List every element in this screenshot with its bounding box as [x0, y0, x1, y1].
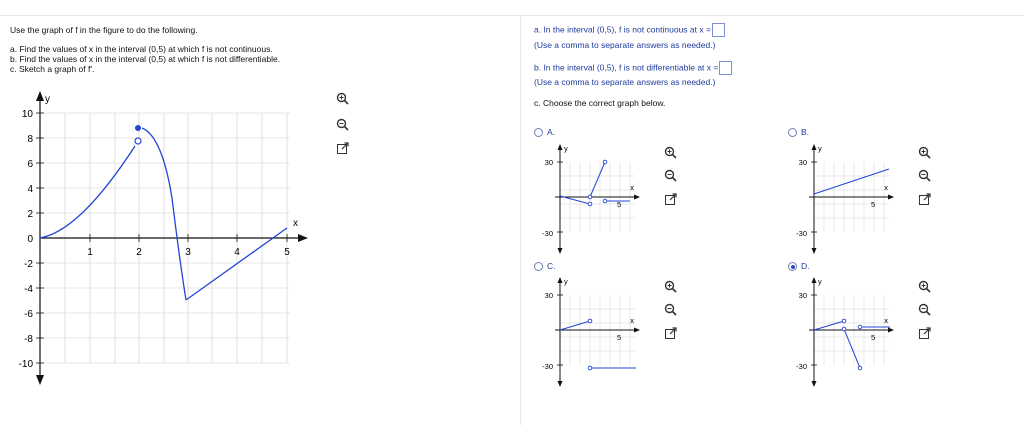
option-c-radio[interactable]: [534, 262, 543, 271]
y-tick-2: 2: [27, 209, 33, 220]
main-x-label: x: [293, 218, 298, 229]
option-a-radio[interactable]: [534, 128, 543, 137]
y-tick-10: 10: [21, 109, 33, 120]
y-tick-6: 6: [27, 159, 33, 170]
f-open-point: [135, 138, 141, 144]
option-c-graph: [530, 273, 640, 393]
option-b-zoom-in-icon[interactable]: [916, 144, 932, 160]
option-d-radio[interactable]: [788, 262, 797, 271]
main-graph: [0, 88, 330, 388]
option-d-x-tick: 5: [871, 333, 876, 342]
y-tick-neg6: -6: [24, 309, 33, 320]
answer-b-input[interactable]: [719, 61, 732, 75]
part-c-text: c. Sketch a graph of f'.: [10, 64, 95, 74]
f-curve-left: [40, 146, 135, 238]
option-c-y-label: y: [564, 277, 568, 286]
question-b-hint: (Use a comma to separate answers as needed.): [534, 77, 716, 87]
part-b-text: b. Find the values of x in the interval (0,5) at which f is not differentiable.: [10, 54, 281, 64]
instruction-text: Use the graph of f in the figure to do the following.: [10, 25, 198, 35]
option-c-y-bottom: -30: [542, 362, 553, 371]
option-b-zoom-out-icon[interactable]: [916, 167, 932, 183]
panel-divider: [520, 15, 521, 425]
option-c-x-label: x: [630, 316, 634, 325]
question-c: c. Choose the correct graph below.: [534, 98, 666, 108]
question-b: [534, 61, 732, 75]
option-d-label: D.: [801, 261, 810, 271]
y-tick-neg2: -2: [24, 259, 33, 270]
option-b-popout-icon[interactable]: [916, 191, 932, 207]
x-tick-5: 5: [284, 247, 290, 258]
option-b-y-label: y: [818, 144, 822, 153]
option-a-graph: [530, 140, 640, 260]
option-d-y-top: 30: [798, 291, 807, 300]
option-a-y-top: 30: [544, 158, 553, 167]
question-a-hint: (Use a comma to separate answers as needed.): [534, 40, 716, 50]
option-d-zoom-in-icon[interactable]: [916, 278, 932, 294]
option-d-x-label: x: [884, 316, 888, 325]
option-b-x-tick: 5: [871, 200, 876, 209]
x-tick-4: 4: [234, 247, 240, 258]
question-a-text: a. In the interval (0,5), f is not continuous at x =: [534, 24, 711, 35]
option-c-x-tick: 5: [617, 333, 622, 342]
zoom-out-icon[interactable]: [334, 116, 350, 132]
option-d-graph: [784, 273, 894, 393]
option-b-radio[interactable]: [788, 128, 797, 137]
main-y-arrow-up: [36, 91, 44, 101]
option-c-zoom-out-icon[interactable]: [662, 301, 678, 317]
f-line-right: [186, 228, 287, 300]
popout-icon[interactable]: [334, 140, 350, 156]
y-tick-4: 4: [27, 184, 33, 195]
zoom-in-icon[interactable]: [334, 90, 350, 106]
option-b-x-label: x: [884, 183, 888, 192]
option-d-popout-icon[interactable]: [916, 325, 932, 341]
option-b-graph: [784, 140, 894, 260]
option-a-zoom-out-icon[interactable]: [662, 167, 678, 183]
y-tick-0: 0: [27, 234, 33, 245]
f-closed-point: [135, 125, 141, 131]
x-tick-3: 3: [185, 247, 191, 258]
option-a-label: A.: [547, 127, 556, 137]
option-a-y-label: y: [564, 144, 568, 153]
y-tick-8: 8: [27, 134, 33, 145]
main-y-label: y: [45, 94, 50, 105]
option-a-zoom-in-icon[interactable]: [662, 144, 678, 160]
option-b-label: B.: [801, 127, 810, 137]
option-b-y-bottom: -30: [796, 229, 807, 238]
x-tick-2: 2: [136, 247, 142, 258]
y-tick-neg10: -10: [18, 359, 33, 370]
main-x-arrow: [298, 234, 308, 242]
option-b-y-top: 30: [798, 158, 807, 167]
option-c-zoom-in-icon[interactable]: [662, 278, 678, 294]
question-b-text: b. In the interval (0,5), f is not differentiable at x =: [534, 62, 719, 73]
x-tick-1: 1: [87, 247, 93, 258]
option-d-zoom-out-icon[interactable]: [916, 301, 932, 317]
y-tick-neg8: -8: [24, 334, 33, 345]
option-a-x-tick: 5: [617, 200, 622, 209]
y-tick-neg4: -4: [24, 284, 33, 295]
option-a-y-bottom: -30: [542, 229, 553, 238]
option-c-popout-icon[interactable]: [662, 325, 678, 341]
answer-a-input[interactable]: [712, 23, 725, 37]
part-a-text: a. Find the values of x in the interval (0,5) at which f is not continuous.: [10, 44, 273, 54]
option-a-popout-icon[interactable]: [662, 191, 678, 207]
main-y-arrow-down: [36, 375, 44, 385]
option-c-y-top: 30: [544, 291, 553, 300]
option-c-label: C.: [547, 261, 556, 271]
option-a-x-label: x: [630, 183, 634, 192]
question-a: [534, 23, 725, 37]
option-d-y-bottom: -30: [796, 362, 807, 371]
option-d-y-label: y: [818, 277, 822, 286]
top-rule: [0, 15, 1024, 16]
